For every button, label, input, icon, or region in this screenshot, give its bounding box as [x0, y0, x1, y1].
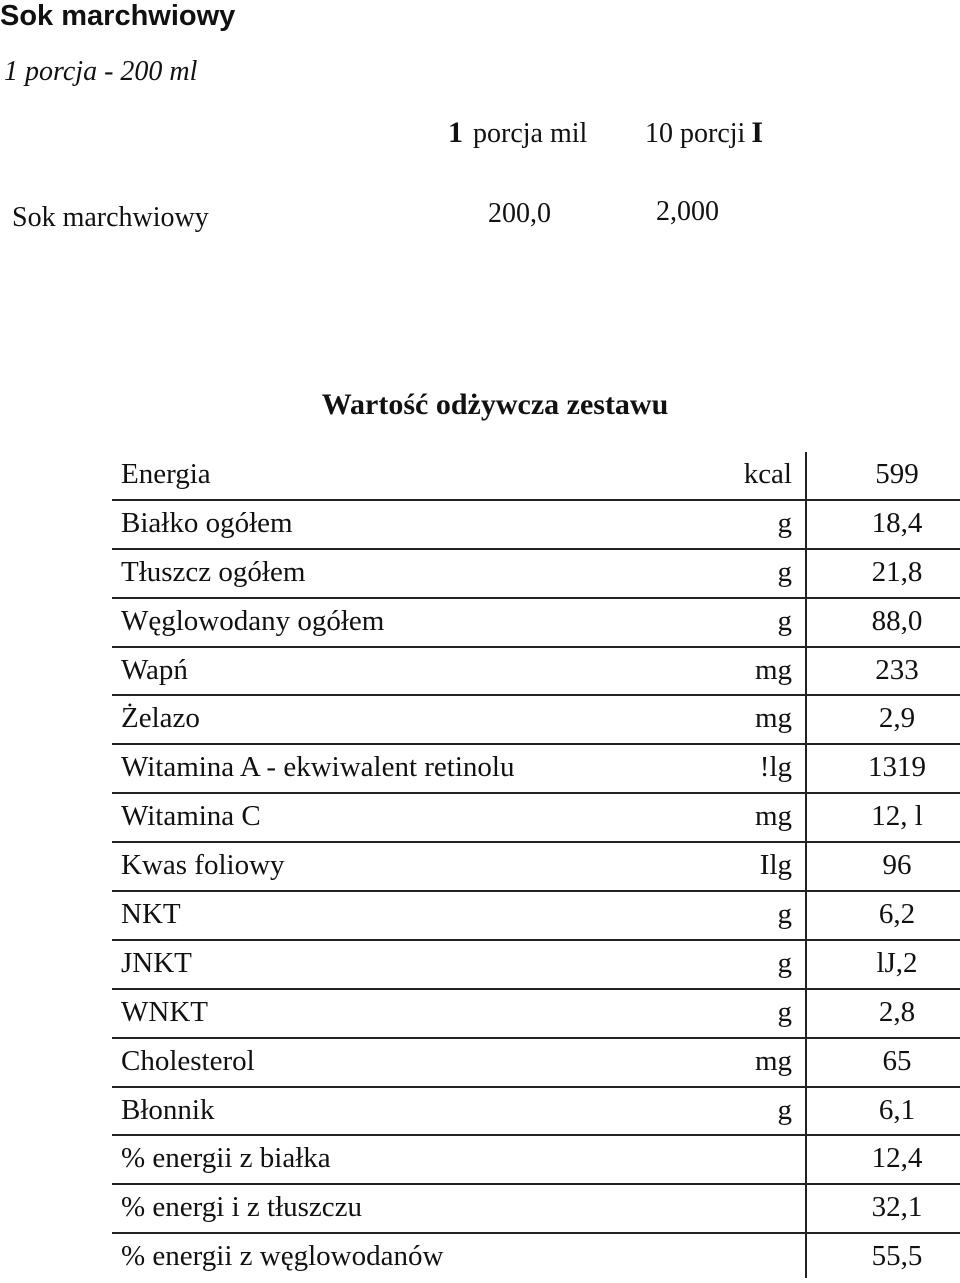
- nutrition-row: [112, 1088, 960, 1137]
- nutrient-value: 2,9: [878, 702, 916, 735]
- nutrition-row: [112, 843, 960, 892]
- nutrition-row: [112, 892, 960, 941]
- nutrient-label: % energii z węglowodanów: [121, 1240, 444, 1273]
- section-title: Wartość odżywcza zestawu: [321, 388, 669, 421]
- nutrient-unit: kcal: [743, 458, 792, 490]
- nutrient-unit: !lg: [759, 751, 792, 784]
- nutrient-unit: mg: [754, 1044, 792, 1077]
- nutrition-row: [112, 599, 960, 648]
- ingredient-amount-1: 200,0: [488, 198, 551, 229]
- nutrition-row: [112, 941, 960, 990]
- nutrient-unit: g: [777, 604, 792, 637]
- nutrient-value: 55,5: [871, 1240, 923, 1273]
- nutrient-value: lJ,2: [876, 946, 918, 979]
- nutrient-label: Witamina A - ekwiwalent retinolu: [121, 751, 515, 784]
- nutrient-label: Witamina C: [121, 800, 261, 833]
- nutrient-label: NKT: [121, 898, 181, 931]
- nutrition-row: [112, 501, 960, 550]
- nutrition-row: [112, 1136, 960, 1185]
- nutrition-row: [112, 696, 960, 745]
- nutrient-label: Kwas foliowy: [121, 849, 285, 882]
- nutrient-label: Węglowodany ogółem: [121, 604, 385, 637]
- nutrient-value: 96: [882, 849, 912, 882]
- nutrient-unit: mg: [754, 653, 792, 686]
- nutrition-row: [112, 1234, 960, 1283]
- serving-size: 1 porcja - 200 ml: [4, 56, 198, 87]
- nutrient-unit: Ilg: [759, 849, 792, 882]
- nutrient-value: 599: [875, 458, 919, 490]
- nutrient-label: JNKT: [121, 946, 192, 979]
- ingredient-name: Sok marchwiowy: [12, 202, 209, 233]
- nutrient-value: 2,8: [878, 995, 916, 1028]
- nutrient-label: Tłuszcz ogółem: [121, 555, 306, 588]
- nutrient-value: 88,0: [871, 604, 923, 637]
- nutrition-row: [112, 1185, 960, 1234]
- nutrient-value: 6,2: [878, 898, 916, 931]
- col1-text: porcja mil: [473, 118, 588, 149]
- nutrient-label: WNKT: [121, 995, 208, 1028]
- nutrient-unit: g: [777, 555, 792, 588]
- nutrient-unit: mg: [754, 800, 792, 833]
- nutrition-table: [112, 452, 960, 1283]
- nutrient-label: Wapń: [121, 653, 188, 686]
- col1-number: 1: [448, 116, 463, 149]
- nutrient-unit: g: [777, 506, 792, 539]
- nutrient-label: % energi i z tłuszczu: [121, 1191, 363, 1224]
- page-title: Sok marchwiowy: [0, 0, 236, 32]
- nutrient-value: 21,8: [871, 555, 923, 588]
- nutrient-label: Błonnik: [121, 1093, 215, 1126]
- nutrition-row: [112, 794, 960, 843]
- nutrient-unit: g: [777, 1093, 792, 1126]
- column-header-1-portion: [448, 116, 587, 150]
- nutrient-unit: mg: [754, 702, 792, 735]
- nutrient-label: Żelazo: [121, 702, 200, 735]
- nutrient-value: 12,4: [871, 1142, 923, 1175]
- nutrient-label: % energii z białka: [121, 1142, 331, 1175]
- ingredient-amount-10: 2,000: [656, 196, 719, 227]
- nutrient-value: 65: [882, 1044, 912, 1077]
- nutrient-unit: g: [777, 946, 792, 979]
- table-column-divider: [805, 452, 807, 1278]
- nutrition-row: [112, 990, 960, 1039]
- nutrient-unit: g: [777, 995, 792, 1028]
- nutrient-value: 233: [875, 653, 919, 686]
- col2-text: 10 porcji: [645, 118, 746, 149]
- nutrition-row: [112, 745, 960, 794]
- column-header-10-portions: [645, 116, 763, 150]
- nutrient-label: Energia: [121, 458, 211, 490]
- nutrient-label: Cholesterol: [121, 1044, 255, 1077]
- nutrient-value: 12, l: [871, 800, 923, 833]
- nutrition-row: [112, 452, 960, 501]
- col2-mark: I: [751, 116, 763, 149]
- nutrient-value: 6,1: [878, 1093, 916, 1126]
- nutrient-value: 32,1: [871, 1191, 923, 1224]
- nutrient-label: Białko ogółem: [121, 506, 293, 539]
- nutrition-row: [112, 648, 960, 697]
- nutrition-row: [112, 1039, 960, 1088]
- nutrition-row: [112, 550, 960, 599]
- nutrient-unit: g: [777, 898, 792, 931]
- nutrient-value: 1319: [868, 751, 926, 784]
- nutrient-value: 18,4: [871, 506, 923, 539]
